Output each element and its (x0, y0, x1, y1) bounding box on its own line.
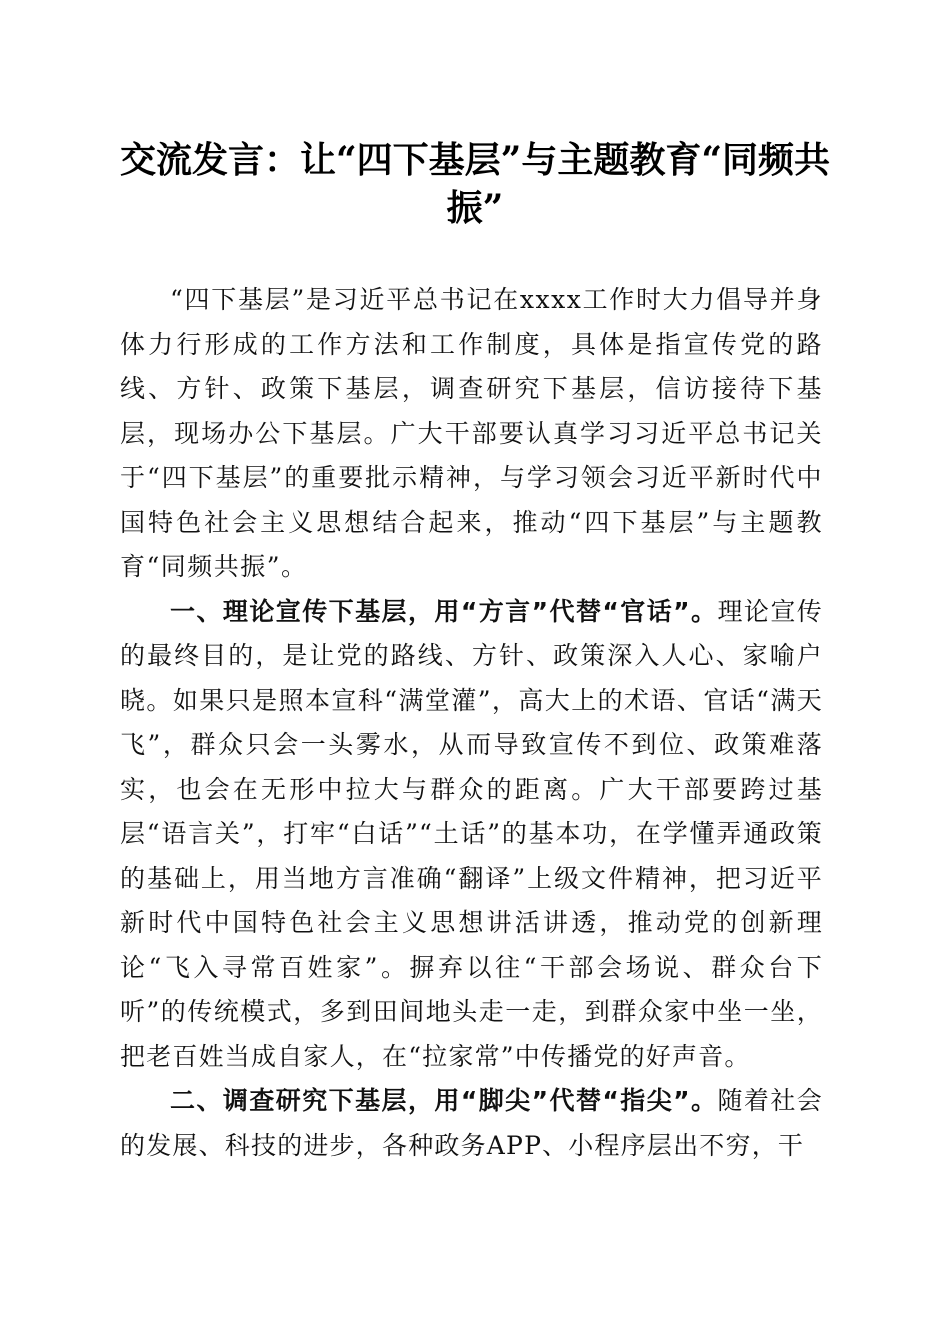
section-heading-2: 二、调查研究下基层，用“脚尖”代替“指尖”。 (170, 1086, 718, 1115)
document-title: 交流发言：让“四下基层”与主题教育“同频共振” (119, 139, 831, 229)
document-body (120, 278, 823, 1168)
section-text-2: 随着社会的发展、科技的进步，各种政务APP、小程序层出不穷，干 (120, 1086, 823, 1160)
section-heading-1: 一、理论宣传下基层，用“方言”代替“官话”。 (170, 596, 718, 626)
section-text-1: 理论宣传的最终目的，是让党的路线、方针、政策深入人心、家喻户晓。如果只是照本宣科“满堂灌”，高大上的术语、官话“满天飞”，群众只会一头雾水，从而导致宣传不到位、政策难落实，也会在无形中拉大与群众的距离。广大干部要跨过基层“语言关”，打牢“白话”“土话”的基本功，在学懂弄通政策的基础上，用当地方言准确“翻译”上级文件精神，把习近平新时代中国特色社会主义思想讲活讲透，推动党的创新理论“飞入寻常百姓家”。摒弃以往“干部会场说、群众台下听”的传统模式，多到田间地头走一走，到群众家中坐一坐，把老百姓当成自家人，在“拉家常”中传播党的好声音。 (120, 596, 823, 1071)
section-paragraph-2 (120, 1079, 823, 1168)
section-paragraph-1 (120, 590, 823, 1080)
intro-paragraph: “四下基层”是习近平总书记在xxxx工作时大力倡导并身体力行形成的工作方法和工作制度，具体是指宣传党的路线、方针、政策下基层，调查研究下基层，信访接待下基层，现场办公下基层。广大干部要认真学习习近平总书记关于“四下基层”的重要批示精神，与学习领会习近平新时代中国特色社会主义思想结合起来，推动“四下基层”与主题教育“同频共振”。 (120, 285, 823, 581)
